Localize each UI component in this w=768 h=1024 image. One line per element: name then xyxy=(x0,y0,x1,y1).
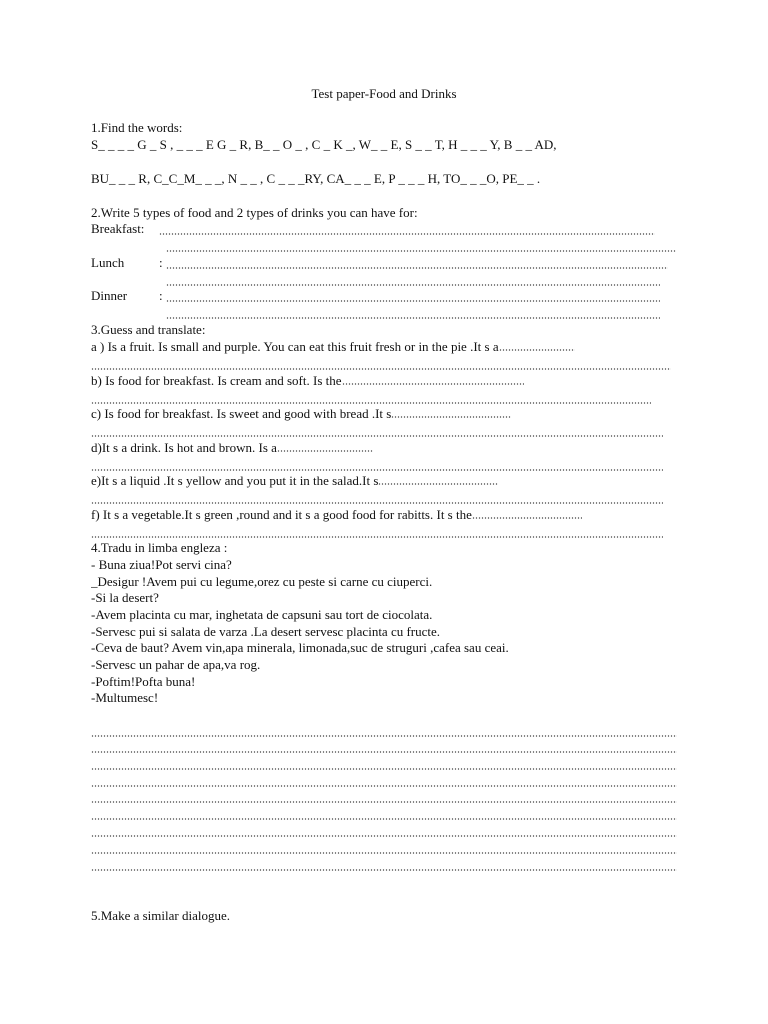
s1-word-line-2: BU_ _ _ R, C_C_M_ _ _, N _ _ , C _ _ _RY, CA_ _ _ E, P _ _ _ H, TO_ _ _O, PE_ _ . xyxy=(91,171,541,186)
dialogue-line: -Servesc un pahar de apa,va rog. xyxy=(91,657,261,672)
answer-line xyxy=(91,735,677,737)
s3-item-b xyxy=(91,373,681,390)
meal-label-breakfast: Breakfast: xyxy=(91,221,145,236)
s3-question: c) Is food for breakfast. Is sweet and good with bread .It s xyxy=(91,406,392,421)
s3-item-a xyxy=(91,339,681,356)
meal-label-lunch: Lunch xyxy=(91,255,125,270)
dialogue-line: -Si la desert? xyxy=(91,590,159,605)
answer-line xyxy=(91,801,677,803)
answer-line xyxy=(91,852,677,854)
answer-line xyxy=(91,536,663,538)
answer-line xyxy=(166,284,660,286)
answer-line xyxy=(91,785,677,787)
answer-line xyxy=(91,751,677,753)
s3-item-f xyxy=(91,507,681,524)
dialogue-line: _Desigur !Avem pui cu legume,orez cu peste si carne cu ciuperci. xyxy=(91,574,433,589)
answer-line xyxy=(91,368,671,370)
s3-item-e xyxy=(91,473,681,490)
s4-heading: 4.Tradu in limba engleza : xyxy=(91,540,228,555)
answer-line xyxy=(166,267,668,269)
dialogue-line: -Multumesc! xyxy=(91,690,159,705)
answer-line xyxy=(391,416,511,418)
meal-colon: : xyxy=(159,288,163,303)
s2-heading: 2.Write 5 types of food and 2 types of drinks you can have for: xyxy=(91,205,418,220)
answer-line xyxy=(159,233,655,235)
answer-line xyxy=(472,517,582,519)
s3-item-c xyxy=(91,406,681,423)
dialogue-line: - Buna ziua!Pot servi cina? xyxy=(91,557,232,572)
answer-line xyxy=(166,300,660,302)
s3-item-d xyxy=(91,440,681,457)
s1-heading: 1.Find the words: xyxy=(91,120,183,135)
s3-question: f) It s a vegetable.It s green ,round and it s a good food for rabitts. It s the xyxy=(91,507,472,522)
answer-line xyxy=(378,483,498,485)
answer-line xyxy=(91,869,677,871)
s1-word-line-1: S_ _ _ _ G _ S , _ _ _ E G _ R, B_ _ O _ , C _ K _, W_ _ E, S _ _ T, H _ _ _ Y, B _ _ AD, xyxy=(91,137,557,152)
s3-question: e)It s a liquid .It s yellow and you put it in the salad.It s xyxy=(91,473,379,488)
page-title: Test paper-Food and Drinks xyxy=(311,86,457,101)
answer-line xyxy=(91,818,677,820)
answer-line xyxy=(91,835,677,837)
dialogue-line: -Servesc pui si salata de varza .La desert servesc placinta cu fructe. xyxy=(91,624,441,639)
s3-question: b) Is food for breakfast. Is cream and soft. Is the xyxy=(91,373,342,388)
answer-line xyxy=(91,402,651,404)
answer-line xyxy=(499,349,575,351)
s3-heading: 3.Guess and translate: xyxy=(91,322,206,337)
dialogue-line: -Avem placinta cu mar, inghetata de capsuni sau tort de ciocolata. xyxy=(91,607,433,622)
answer-line xyxy=(342,383,524,385)
answer-line xyxy=(91,435,663,437)
dialogue-line: -Poftim!Pofta buna! xyxy=(91,674,196,689)
answer-line xyxy=(91,502,663,504)
meal-label-dinner: Dinner xyxy=(91,288,128,303)
s5-heading: 5.Make a similar dialogue. xyxy=(91,908,230,923)
dialogue-line: -Ceva de baut? Avem vin,apa minerala, limonada,suc de struguri ,cafea sau ceai. xyxy=(91,640,509,655)
answer-line xyxy=(166,317,660,319)
answer-line xyxy=(91,469,663,471)
answer-line xyxy=(277,450,373,452)
answer-line xyxy=(166,250,676,252)
answer-line xyxy=(91,768,677,770)
s3-question: d)It s a drink. Is hot and brown. Is a xyxy=(91,440,277,455)
s3-question: a ) Is a fruit. Is small and purple. You can eat this fruit fresh or in the pie .It s a xyxy=(91,339,499,354)
meal-colon: : xyxy=(159,255,163,270)
